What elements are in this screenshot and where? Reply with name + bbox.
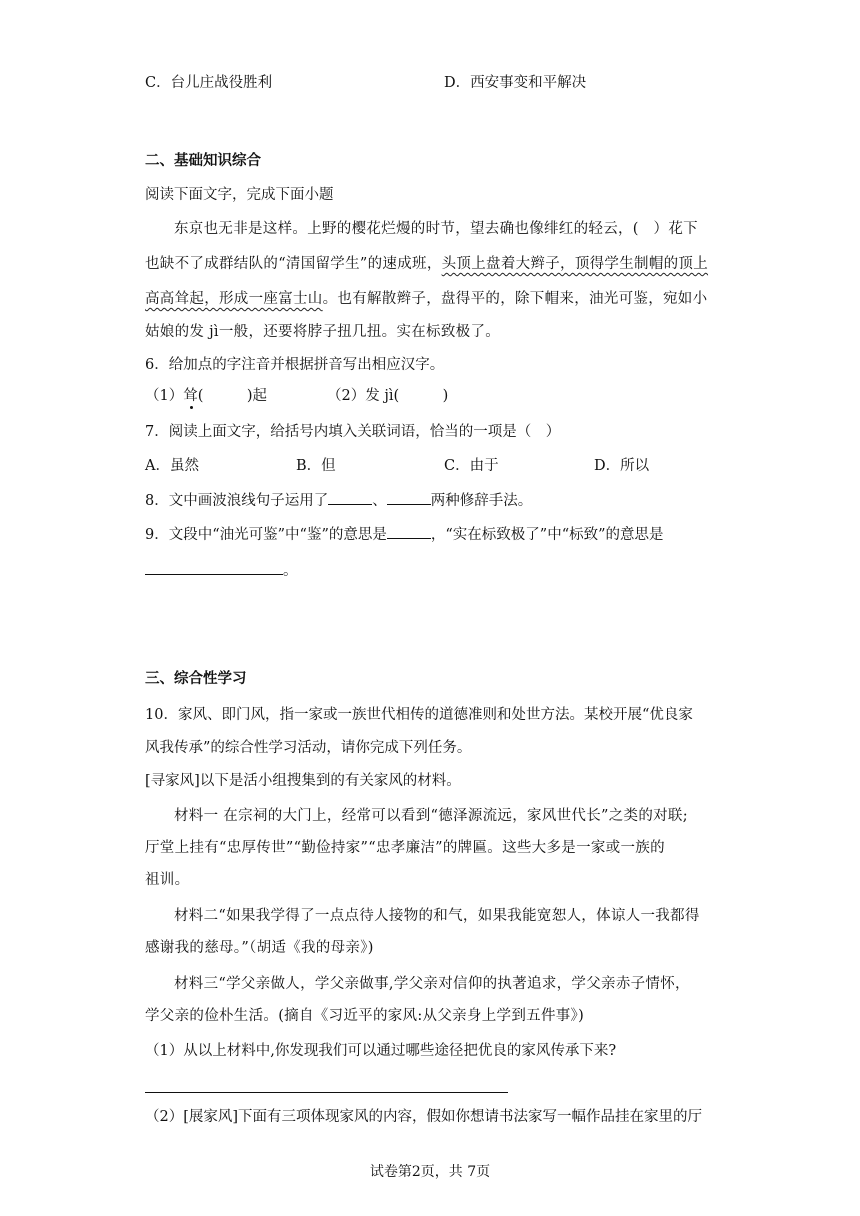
- q10-line-2: 风我传承”的综合性学习活动，请你完成下列任务。: [145, 740, 472, 756]
- q10-sub2: （2）[展家风]下面有三项体现家风的内容，假如你想请书法家写一幅作品挂在家里的厅: [145, 1109, 703, 1125]
- section2-intro: 阅读下面文字，完成下面小题: [145, 187, 334, 203]
- dotted-char: 耸: [183, 388, 198, 404]
- q10-line-1: 10．家风、即门风，指一家或一族世代相传的道德准则和处世方法。某校开展“优良家: [145, 707, 693, 723]
- q7-stem: 7．阅读上面文字，给括号内填入关联词语，恰当的一项是（ ）: [145, 424, 561, 440]
- material-3-line-2: 学父亲的俭朴生活。(摘自《习近平的家风:从父亲身上学到五件事》): [145, 1008, 585, 1024]
- q8-blank-2[interactable]: [387, 490, 431, 505]
- page-footer: 试卷第2页，共 7页: [369, 1164, 491, 1180]
- option-c: C．台儿庄战役胜利: [145, 75, 273, 91]
- q9-text: 9．文段中“油光可鉴”中“鉴”的意思是: [145, 527, 387, 543]
- q10-line-3: [寻家风]以下是活小组搜集到的有关家风的材料。: [145, 773, 461, 789]
- q8-separator: 、: [372, 493, 387, 509]
- passage-line-1: 东京也无非是这样。上野的樱花烂熳的时节，望去确也像绯红的轻云，( ）花下: [174, 221, 698, 237]
- material-1-line-3: 祖训。: [145, 872, 190, 888]
- section3-heading: 三、综合性学习: [145, 671, 247, 687]
- passage-line-2: [145, 254, 708, 274]
- material-1-line-1: 材料一 在宗祠的大门上，经常可以看到“德泽源流远，家风世代长”之类的对联;: [174, 808, 688, 824]
- material-2-line-1: 材料二“如果我学得了一点点待人接物的和气，如果我能宽恕人，体谅人一我都得: [174, 908, 700, 924]
- q6-part1: [145, 386, 267, 406]
- q7-option-c: C．由于: [444, 458, 499, 474]
- q6-part2: （2）发 jì( ): [327, 388, 449, 404]
- wavy-sentence-part-2: 高高耸起，形成一座富士山: [145, 291, 323, 307]
- q8-text: 8．文中画波浪线句子运用了: [145, 493, 329, 509]
- wavy-sentence-part-1: 头顶上盘着大辫子，顶得学生制帽的顶上: [441, 256, 709, 272]
- q6-stem: 6．给加点的字注音并根据拼音写出相应汉字。: [145, 357, 445, 373]
- q6-part1-number: （1）: [145, 388, 184, 404]
- q9: [145, 524, 664, 545]
- passage-line-3-text: 。也有解散辫子，盘得平的，除下帽来，油光可鉴，宛如小: [322, 291, 708, 307]
- material-3-line-1: 材料三“学父亲做人，学父亲做事,学父亲对信仰的执著追求，学父亲赤子情怀，: [174, 976, 690, 992]
- q8: [145, 490, 532, 511]
- q9-line-2: [145, 560, 298, 581]
- material-1-line-2: 厅堂上挂有“忠厚传世”“勤俭持家”“忠孝廉洁”的牌匾。这些大多是一家或一族的: [145, 840, 665, 856]
- q8-blank-1[interactable]: [328, 490, 372, 505]
- answer-line[interactable]: [145, 1092, 508, 1093]
- material-2-line-2: 感谢我的慈母。”（胡适《我的母亲》): [145, 940, 374, 956]
- q9-text-mid: ，“实在标致极了”中“标致”的意思是: [430, 527, 664, 543]
- section2-heading: 二、基础知识综合: [145, 153, 261, 169]
- q6-part1-blank: ( )起: [197, 388, 268, 404]
- q7-option-b: B．但: [296, 458, 336, 474]
- q7-option-a: A．虽然: [145, 458, 199, 474]
- passage-line-4: 姑娘的发 jì一般，还要将脖子扭几扭。实在标致极了。: [145, 324, 501, 340]
- passage-line-3: [145, 289, 707, 309]
- passage-line-2-text: 也缺不了成群结队的“清国留学生”的速成班，: [145, 256, 442, 272]
- q7-option-d: D．所以: [594, 458, 650, 474]
- q9-blank-1[interactable]: [387, 524, 431, 539]
- q8-text-end: 两种修辞手法。: [430, 493, 533, 509]
- q9-end: 。: [283, 563, 298, 579]
- q9-blank-2[interactable]: [145, 560, 283, 575]
- option-d: D．西安事变和平解决: [444, 75, 587, 91]
- q10-sub1: （1）从以上材料中,你发现我们可以通过哪些途径把优良的家风传承下来?: [145, 1043, 617, 1059]
